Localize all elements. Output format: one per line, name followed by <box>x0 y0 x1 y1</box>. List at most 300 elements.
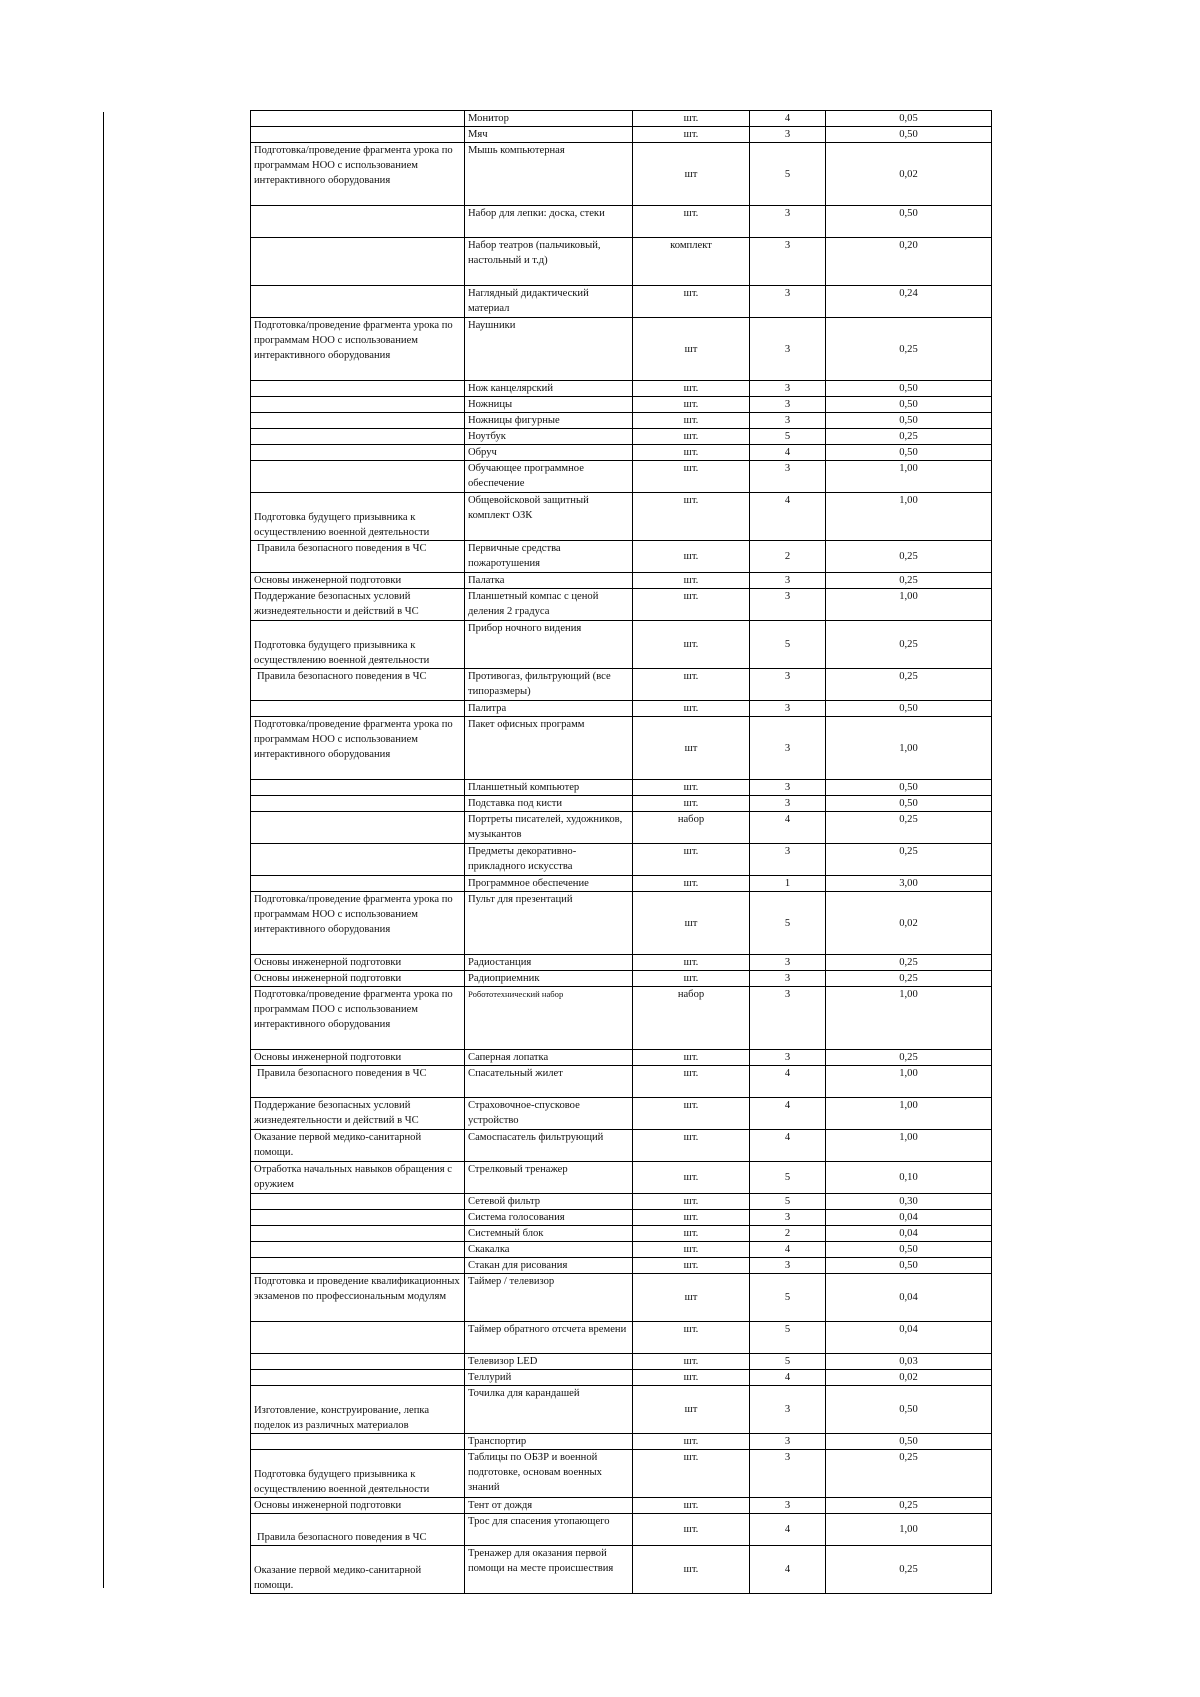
norm-value-cell: 1,00 <box>826 987 992 1050</box>
quantity-cell: 4 <box>750 1242 826 1258</box>
unit-cell: шт. <box>633 1066 750 1098</box>
item-name-cell: Скакалка <box>465 1242 633 1258</box>
table-row <box>251 971 992 987</box>
item-name-cell: Ножницы <box>465 397 633 413</box>
norm-value-cell: 0,25 <box>826 429 992 445</box>
table-row <box>251 844 992 876</box>
norm-value-cell: 0,25 <box>826 1498 992 1514</box>
activity-cell: Подготовка/проведение фрагмента урока по программам ПОО с использованием интерактивного оборудования <box>251 987 465 1050</box>
quantity-cell: 4 <box>750 493 826 541</box>
quantity-cell: 5 <box>750 143 826 206</box>
activity-cell: Оказание первой медико-санитарной помощи. <box>251 1546 465 1594</box>
table-row <box>251 1210 992 1226</box>
item-name-cell: Пульт для презентаций <box>465 892 633 955</box>
norm-value-cell: 0,50 <box>826 445 992 461</box>
norm-value-cell: 0,25 <box>826 541 992 573</box>
unit-cell: шт. <box>633 780 750 796</box>
quantity-cell: 3 <box>750 971 826 987</box>
norm-value-cell: 0,25 <box>826 621 992 669</box>
unit-cell: шт. <box>633 1130 750 1162</box>
item-name-cell: Таймер / телевизор <box>465 1274 633 1322</box>
table-row <box>251 892 992 955</box>
table-body <box>251 111 992 1594</box>
quantity-cell: 3 <box>750 955 826 971</box>
quantity-cell: 3 <box>750 717 826 780</box>
quantity-cell: 5 <box>750 1322 826 1354</box>
item-name-cell: Планшетный компьютер <box>465 780 633 796</box>
table-row <box>251 621 992 669</box>
quantity-cell: 3 <box>750 238 826 286</box>
unit-cell: шт. <box>633 429 750 445</box>
table-row <box>251 1450 992 1498</box>
unit-cell: шт. <box>633 1162 750 1194</box>
table-row <box>251 717 992 780</box>
quantity-cell: 4 <box>750 1514 826 1546</box>
quantity-cell: 3 <box>750 1450 826 1498</box>
item-name-cell: Таблицы по ОБЗР и военной подготовке, основам военных знаний <box>465 1450 633 1498</box>
activity-cell: Основы инженерной подготовки <box>251 1050 465 1066</box>
item-name-cell: Палитра <box>465 701 633 717</box>
unit-cell: шт. <box>633 1050 750 1066</box>
unit-cell: шт. <box>633 541 750 573</box>
quantity-cell: 3 <box>750 573 826 589</box>
norm-value-cell: 0,50 <box>826 381 992 397</box>
activity-cell: Отработка начальных навыков обращения с оружием <box>251 1162 465 1194</box>
item-name-cell: Радиостанция <box>465 955 633 971</box>
item-name-cell: Телевизор LED <box>465 1354 633 1370</box>
norm-value-cell: 0,50 <box>826 206 992 238</box>
norm-value-cell: 0,02 <box>826 1370 992 1386</box>
activity-cell <box>251 445 465 461</box>
quantity-cell: 3 <box>750 413 826 429</box>
norm-value-cell: 0,30 <box>826 1194 992 1210</box>
unit-cell: шт. <box>633 461 750 493</box>
norm-value-cell: 0,25 <box>826 844 992 876</box>
norm-value-cell: 1,00 <box>826 461 992 493</box>
item-name-cell: Радиоприемник <box>465 971 633 987</box>
item-name-cell: Тренажер для оказания первой помощи на месте происшествия <box>465 1546 633 1594</box>
table-row <box>251 1386 992 1434</box>
quantity-cell: 4 <box>750 1370 826 1386</box>
unit-cell: шт. <box>633 1546 750 1594</box>
table-row <box>251 238 992 286</box>
activity-cell: Поддержание безопасных условий жизнедеятельности и действий в ЧС <box>251 589 465 621</box>
activity-cell <box>251 397 465 413</box>
quantity-cell: 3 <box>750 206 826 238</box>
norm-value-cell: 0,04 <box>826 1274 992 1322</box>
item-name-cell: Общевойсковой защитный комплект ОЗК <box>465 493 633 541</box>
norm-value-cell: 1,00 <box>826 1066 992 1098</box>
table-row <box>251 1258 992 1274</box>
activity-cell <box>251 286 465 318</box>
quantity-cell: 3 <box>750 318 826 381</box>
norm-value-cell: 1,00 <box>826 1130 992 1162</box>
unit-cell: шт. <box>633 1322 750 1354</box>
unit-cell: шт <box>633 318 750 381</box>
unit-cell: шт. <box>633 1514 750 1546</box>
table-row <box>251 987 992 1050</box>
quantity-cell: 2 <box>750 541 826 573</box>
table-row <box>251 796 992 812</box>
unit-cell: шт. <box>633 701 750 717</box>
table-row <box>251 1226 992 1242</box>
table-row <box>251 1498 992 1514</box>
activity-cell: Подготовка/проведение фрагмента урока по программам НОО с использованием интерактивного оборудования <box>251 717 465 780</box>
norm-value-cell: 1,00 <box>826 1514 992 1546</box>
table-row <box>251 1050 992 1066</box>
item-name-cell: Набор для лепки: доска, стеки <box>465 206 633 238</box>
table-row <box>251 127 992 143</box>
unit-cell: шт <box>633 892 750 955</box>
activity-cell <box>251 1434 465 1450</box>
norm-value-cell: 0,50 <box>826 1434 992 1450</box>
item-name-cell: Палатка <box>465 573 633 589</box>
unit-cell: шт. <box>633 669 750 701</box>
item-name-cell: Ноутбук <box>465 429 633 445</box>
activity-cell: Подготовка и проведение квалификационных экзаменов по профессиональным модулям <box>251 1274 465 1322</box>
activity-cell <box>251 1194 465 1210</box>
unit-cell: шт. <box>633 621 750 669</box>
table-row <box>251 206 992 238</box>
quantity-cell: 4 <box>750 1130 826 1162</box>
unit-cell: шт. <box>633 1498 750 1514</box>
quantity-cell: 3 <box>750 589 826 621</box>
unit-cell: шт. <box>633 1434 750 1450</box>
activity-cell <box>251 413 465 429</box>
unit-cell: шт. <box>633 844 750 876</box>
norm-value-cell: 1,00 <box>826 589 992 621</box>
table-row <box>251 445 992 461</box>
item-name-cell: Робототехнический набор <box>465 987 633 1050</box>
norm-value-cell: 0,10 <box>826 1162 992 1194</box>
item-name-cell: Портреты писателей, художников, музыкантов <box>465 812 633 844</box>
quantity-cell: 5 <box>750 1194 826 1210</box>
activity-cell: Правила безопасного поведения в ЧС <box>251 1514 465 1546</box>
unit-cell: шт. <box>633 796 750 812</box>
item-name-cell: Мяч <box>465 127 633 143</box>
activity-cell <box>251 876 465 892</box>
norm-value-cell: 0,03 <box>826 1354 992 1370</box>
quantity-cell: 3 <box>750 669 826 701</box>
activity-cell: Подготовка/проведение фрагмента урока по программам НОО с использованием интерактивного оборудования <box>251 143 465 206</box>
item-name-cell: Транспортир <box>465 1434 633 1450</box>
norm-value-cell: 0,25 <box>826 1450 992 1498</box>
activity-cell <box>251 796 465 812</box>
item-name-cell: Мышь компьютерная <box>465 143 633 206</box>
norm-value-cell: 0,24 <box>826 286 992 318</box>
unit-cell: шт. <box>633 1242 750 1258</box>
item-name-cell: Обучающее программное обеспечение <box>465 461 633 493</box>
table-row <box>251 1066 992 1098</box>
norm-value-cell: 1,00 <box>826 1098 992 1130</box>
unit-cell: шт. <box>633 589 750 621</box>
unit-cell: шт <box>633 717 750 780</box>
activity-cell: Правила безопасного поведения в ЧС <box>251 1066 465 1098</box>
norm-value-cell: 3,00 <box>826 876 992 892</box>
table-row <box>251 573 992 589</box>
norm-value-cell: 0,50 <box>826 413 992 429</box>
item-name-cell: Пакет офисных программ <box>465 717 633 780</box>
table-row <box>251 1162 992 1194</box>
unit-cell: шт. <box>633 876 750 892</box>
item-name-cell: Обруч <box>465 445 633 461</box>
table-row <box>251 1514 992 1546</box>
activity-cell <box>251 844 465 876</box>
unit-cell: шт. <box>633 1210 750 1226</box>
activity-cell <box>251 812 465 844</box>
quantity-cell: 5 <box>750 1274 826 1322</box>
item-name-cell: Монитор <box>465 111 633 127</box>
unit-cell: шт. <box>633 1354 750 1370</box>
quantity-cell: 3 <box>750 780 826 796</box>
item-name-cell: Самоспасатель фильтрующий <box>465 1130 633 1162</box>
activity-cell: Подготовка/проведение фрагмента урока по программам НОО с использованием интерактивного оборудования <box>251 318 465 381</box>
activity-cell <box>251 1242 465 1258</box>
activity-cell <box>251 1322 465 1354</box>
activity-cell: Подготовка будущего призывника к осуществлению военной деятельности <box>251 1450 465 1498</box>
table-row <box>251 381 992 397</box>
table-row <box>251 143 992 206</box>
table-row <box>251 701 992 717</box>
unit-cell: шт. <box>633 1370 750 1386</box>
quantity-cell: 5 <box>750 1162 826 1194</box>
item-name-cell: Стрелковый тренажер <box>465 1162 633 1194</box>
activity-cell <box>251 701 465 717</box>
activity-cell <box>251 1258 465 1274</box>
page-left-rule <box>103 112 104 1588</box>
unit-cell: шт. <box>633 1258 750 1274</box>
unit-cell: шт <box>633 143 750 206</box>
quantity-cell: 3 <box>750 701 826 717</box>
item-name-cell: Подставка под кисти <box>465 796 633 812</box>
table-row <box>251 413 992 429</box>
activity-cell <box>251 429 465 445</box>
norm-value-cell: 0,25 <box>826 955 992 971</box>
activity-cell <box>251 1226 465 1242</box>
activity-cell: Поддержание безопасных условий жизнедеятельности и действий в ЧС <box>251 1098 465 1130</box>
item-name-cell: Ножницы фигурные <box>465 413 633 429</box>
table-row <box>251 286 992 318</box>
norm-value-cell: 0,04 <box>826 1322 992 1354</box>
activity-cell: Подготовка будущего призывника к осуществлению военной деятельности <box>251 493 465 541</box>
table-row <box>251 1434 992 1450</box>
unit-cell: набор <box>633 987 750 1050</box>
activity-cell: Подготовка будущего призывника к осуществлению военной деятельности <box>251 621 465 669</box>
table-row <box>251 1546 992 1594</box>
quantity-cell: 3 <box>750 844 826 876</box>
item-name-cell: Стакан для рисования <box>465 1258 633 1274</box>
activity-cell <box>251 780 465 796</box>
item-name-cell: Наглядный дидактический материал <box>465 286 633 318</box>
item-name-cell: Теллурий <box>465 1370 633 1386</box>
unit-cell: шт. <box>633 206 750 238</box>
unit-cell: шт. <box>633 971 750 987</box>
norm-value-cell: 1,00 <box>826 493 992 541</box>
quantity-cell: 5 <box>750 892 826 955</box>
item-name-cell: Противогаз, фильтрующий (все типоразмеры) <box>465 669 633 701</box>
quantity-cell: 5 <box>750 621 826 669</box>
quantity-cell: 3 <box>750 1498 826 1514</box>
quantity-cell: 4 <box>750 445 826 461</box>
unit-cell: шт. <box>633 955 750 971</box>
quantity-cell: 5 <box>750 429 826 445</box>
norm-value-cell: 0,25 <box>826 812 992 844</box>
norm-value-cell: 0,04 <box>826 1226 992 1242</box>
quantity-cell: 3 <box>750 1258 826 1274</box>
unit-cell: шт. <box>633 111 750 127</box>
item-name-cell: Нож канцелярский <box>465 381 633 397</box>
norm-value-cell: 0,25 <box>826 1050 992 1066</box>
item-name-cell: Точилка для карандашей <box>465 1386 633 1434</box>
quantity-cell: 3 <box>750 286 826 318</box>
activity-cell <box>251 206 465 238</box>
table-row <box>251 541 992 573</box>
activity-cell <box>251 238 465 286</box>
unit-cell: шт <box>633 1274 750 1322</box>
norm-value-cell: 0,25 <box>826 318 992 381</box>
quantity-cell: 4 <box>750 1066 826 1098</box>
unit-cell: шт. <box>633 493 750 541</box>
item-name-cell: Набор театров (пальчиковый, настольный и т.д) <box>465 238 633 286</box>
quantity-cell: 3 <box>750 127 826 143</box>
item-name-cell: Программное обеспечение <box>465 876 633 892</box>
item-name-cell: Таймер обратного отсчета времени <box>465 1322 633 1354</box>
quantity-cell: 3 <box>750 796 826 812</box>
quantity-cell: 3 <box>750 1386 826 1434</box>
norm-value-cell: 0,05 <box>826 111 992 127</box>
item-name-cell: Сетевой фильтр <box>465 1194 633 1210</box>
table-row <box>251 1274 992 1322</box>
norm-value-cell: 0,50 <box>826 127 992 143</box>
table-row <box>251 669 992 701</box>
table-row <box>251 955 992 971</box>
activity-cell: Изготовление, конструирование, лепка поделок из различных материалов <box>251 1386 465 1434</box>
unit-cell: шт <box>633 1386 750 1434</box>
quantity-cell: 3 <box>750 381 826 397</box>
table-row <box>251 1098 992 1130</box>
unit-cell: шт. <box>633 1226 750 1242</box>
item-name-cell: Системный блок <box>465 1226 633 1242</box>
norm-value-cell: 1,00 <box>826 717 992 780</box>
quantity-cell: 4 <box>750 1546 826 1594</box>
item-name-cell: Трос для спасения утопающего <box>465 1514 633 1546</box>
activity-cell <box>251 1210 465 1226</box>
activity-cell: Основы инженерной подготовки <box>251 573 465 589</box>
norm-value-cell: 0,25 <box>826 573 992 589</box>
quantity-cell: 5 <box>750 1354 826 1370</box>
table-row <box>251 1194 992 1210</box>
table-row <box>251 1242 992 1258</box>
table-row <box>251 1370 992 1386</box>
norm-value-cell: 0,25 <box>826 669 992 701</box>
quantity-cell: 3 <box>750 1210 826 1226</box>
table-row <box>251 493 992 541</box>
unit-cell: шт. <box>633 127 750 143</box>
norm-value-cell: 0,50 <box>826 1242 992 1258</box>
table-row <box>251 318 992 381</box>
item-name-cell: Первичные средства пожаротушения <box>465 541 633 573</box>
table-row <box>251 111 992 127</box>
item-name-cell: Система голосования <box>465 1210 633 1226</box>
activity-cell: Основы инженерной подготовки <box>251 971 465 987</box>
quantity-cell: 3 <box>750 987 826 1050</box>
unit-cell: шт. <box>633 381 750 397</box>
item-name-cell: Саперная лопатка <box>465 1050 633 1066</box>
activity-cell: Основы инженерной подготовки <box>251 1498 465 1514</box>
norm-value-cell: 0,25 <box>826 971 992 987</box>
item-name-cell: Наушники <box>465 318 633 381</box>
table-row <box>251 812 992 844</box>
unit-cell: шт. <box>633 397 750 413</box>
table-row <box>251 1322 992 1354</box>
quantity-cell: 3 <box>750 397 826 413</box>
item-name-cell: Спасательный жилет <box>465 1066 633 1098</box>
quantity-cell: 2 <box>750 1226 826 1242</box>
table-row <box>251 397 992 413</box>
activity-cell <box>251 381 465 397</box>
norm-value-cell: 0,50 <box>826 701 992 717</box>
unit-cell: шт. <box>633 413 750 429</box>
norm-value-cell: 0,50 <box>826 780 992 796</box>
unit-cell: шт. <box>633 1194 750 1210</box>
norm-value-cell: 0,04 <box>826 1210 992 1226</box>
norm-value-cell: 0,02 <box>826 143 992 206</box>
unit-cell: комплект <box>633 238 750 286</box>
norm-value-cell: 0,25 <box>826 1546 992 1594</box>
quantity-cell: 3 <box>750 461 826 493</box>
quantity-cell: 3 <box>750 1050 826 1066</box>
table-row <box>251 1130 992 1162</box>
item-name-cell: Прибор ночного видения <box>465 621 633 669</box>
quantity-cell: 4 <box>750 1098 826 1130</box>
norm-value-cell: 0,20 <box>826 238 992 286</box>
activity-cell <box>251 461 465 493</box>
norm-value-cell: 0,50 <box>826 397 992 413</box>
item-name-cell: Страховочное-спусковое устройство <box>465 1098 633 1130</box>
table-row <box>251 429 992 445</box>
table-row <box>251 780 992 796</box>
activity-cell <box>251 1354 465 1370</box>
item-name-cell: Планшетный компас с ценой деления 2 градуса <box>465 589 633 621</box>
table-row <box>251 876 992 892</box>
norm-value-cell: 0,50 <box>826 1258 992 1274</box>
table-row <box>251 461 992 493</box>
item-name-cell: Предметы декоративно-прикладного искусства <box>465 844 633 876</box>
item-name-cell: Тент от дождя <box>465 1498 633 1514</box>
activity-cell <box>251 127 465 143</box>
quantity-cell: 4 <box>750 111 826 127</box>
quantity-cell: 3 <box>750 1434 826 1450</box>
equipment-table <box>250 110 992 1594</box>
unit-cell: шт. <box>633 286 750 318</box>
quantity-cell: 4 <box>750 812 826 844</box>
activity-cell: Основы инженерной подготовки <box>251 955 465 971</box>
unit-cell: шт. <box>633 1450 750 1498</box>
activity-cell: Подготовка/проведение фрагмента урока по программам НОО с использованием интерактивного оборудования <box>251 892 465 955</box>
unit-cell: шт. <box>633 1098 750 1130</box>
unit-cell: набор <box>633 812 750 844</box>
activity-cell <box>251 1370 465 1386</box>
unit-cell: шт. <box>633 445 750 461</box>
activity-cell: Правила безопасного поведения в ЧС <box>251 669 465 701</box>
activity-cell <box>251 111 465 127</box>
activity-cell: Правила безопасного поведения в ЧС <box>251 541 465 573</box>
table-row <box>251 1354 992 1370</box>
quantity-cell: 1 <box>750 876 826 892</box>
norm-value-cell: 0,50 <box>826 796 992 812</box>
norm-value-cell: 0,50 <box>826 1386 992 1434</box>
table-row <box>251 589 992 621</box>
